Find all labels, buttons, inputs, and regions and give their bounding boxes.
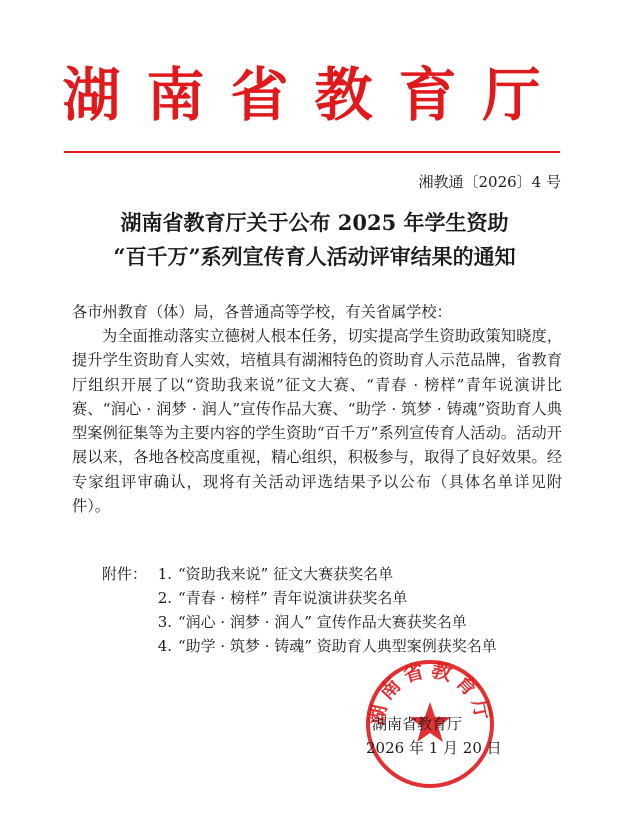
attachment-item — [150, 586, 407, 610]
signature-issuer: 湖南省教育厅 — [372, 715, 463, 733]
attachment-item — [150, 562, 393, 586]
document-title-line-2: “百千万”系列宣传育人活动评审结果的通知 — [113, 244, 516, 269]
issue-date: 2026 年 1 月 20 日 — [366, 739, 502, 757]
document-number: 湘教通〔2026〕4 号 — [418, 173, 561, 191]
attachment-text: “润心 · 润梦 · 润人” 宣传作品大赛获奖名单 — [178, 613, 467, 631]
issuer-header-title: 湖南省教育厅 — [62, 61, 567, 129]
attachment-number: 2. — [157, 589, 172, 607]
attachment-item — [150, 610, 467, 634]
seal-arc-text: 湖南省教育厅 — [364, 658, 496, 728]
attachment-text: “青春 · 榜样” 青年说演讲获奖名单 — [178, 589, 408, 607]
attachment-text: “资助我来说” 征文大赛获奖名单 — [178, 565, 394, 583]
salutation: 各市州教育（体）局，各普通高等学校，有关省属学校： — [72, 303, 452, 321]
attachment-number: 4. — [157, 637, 172, 655]
body-paragraph: 为全面推动落实立德树人根本任务，切实提高学生资助政策知晓度，提升学生资助育人实效，培植具有湖湘特色的资助育人示范品牌，省教育厅组织开展了以“资助我来说”征文大赛、“青春 · 榜样”青年说演讲比赛、“润心 · 润梦 · 润人”宣传作品大赛、“助学 · 筑梦 · 铸魂”资助育人典型案例征集等为主要内容的学生资助“百千万”系列宣传育人活动。活动开展以来，各地各校高度重视，精心组织，积极参与，取得了良好效果。经专家组评审确认，现将有关活动评选结果予以公布（具体名单详见附件）。 — [72, 327, 562, 516]
red-header-rule — [64, 151, 560, 153]
attachment-text: “助学 · 筑梦 · 铸魂” 资助育人典型案例获奖名单 — [178, 637, 497, 655]
attachment-number: 1. — [157, 565, 172, 583]
attachment-item — [150, 634, 497, 658]
attachments-label: 附件： — [102, 565, 148, 583]
document-title-line-1: 湖南省教育厅关于公布 2025 年学生资助 — [120, 210, 509, 235]
attachment-number: 3. — [157, 613, 172, 631]
document-title — [0, 206, 629, 274]
